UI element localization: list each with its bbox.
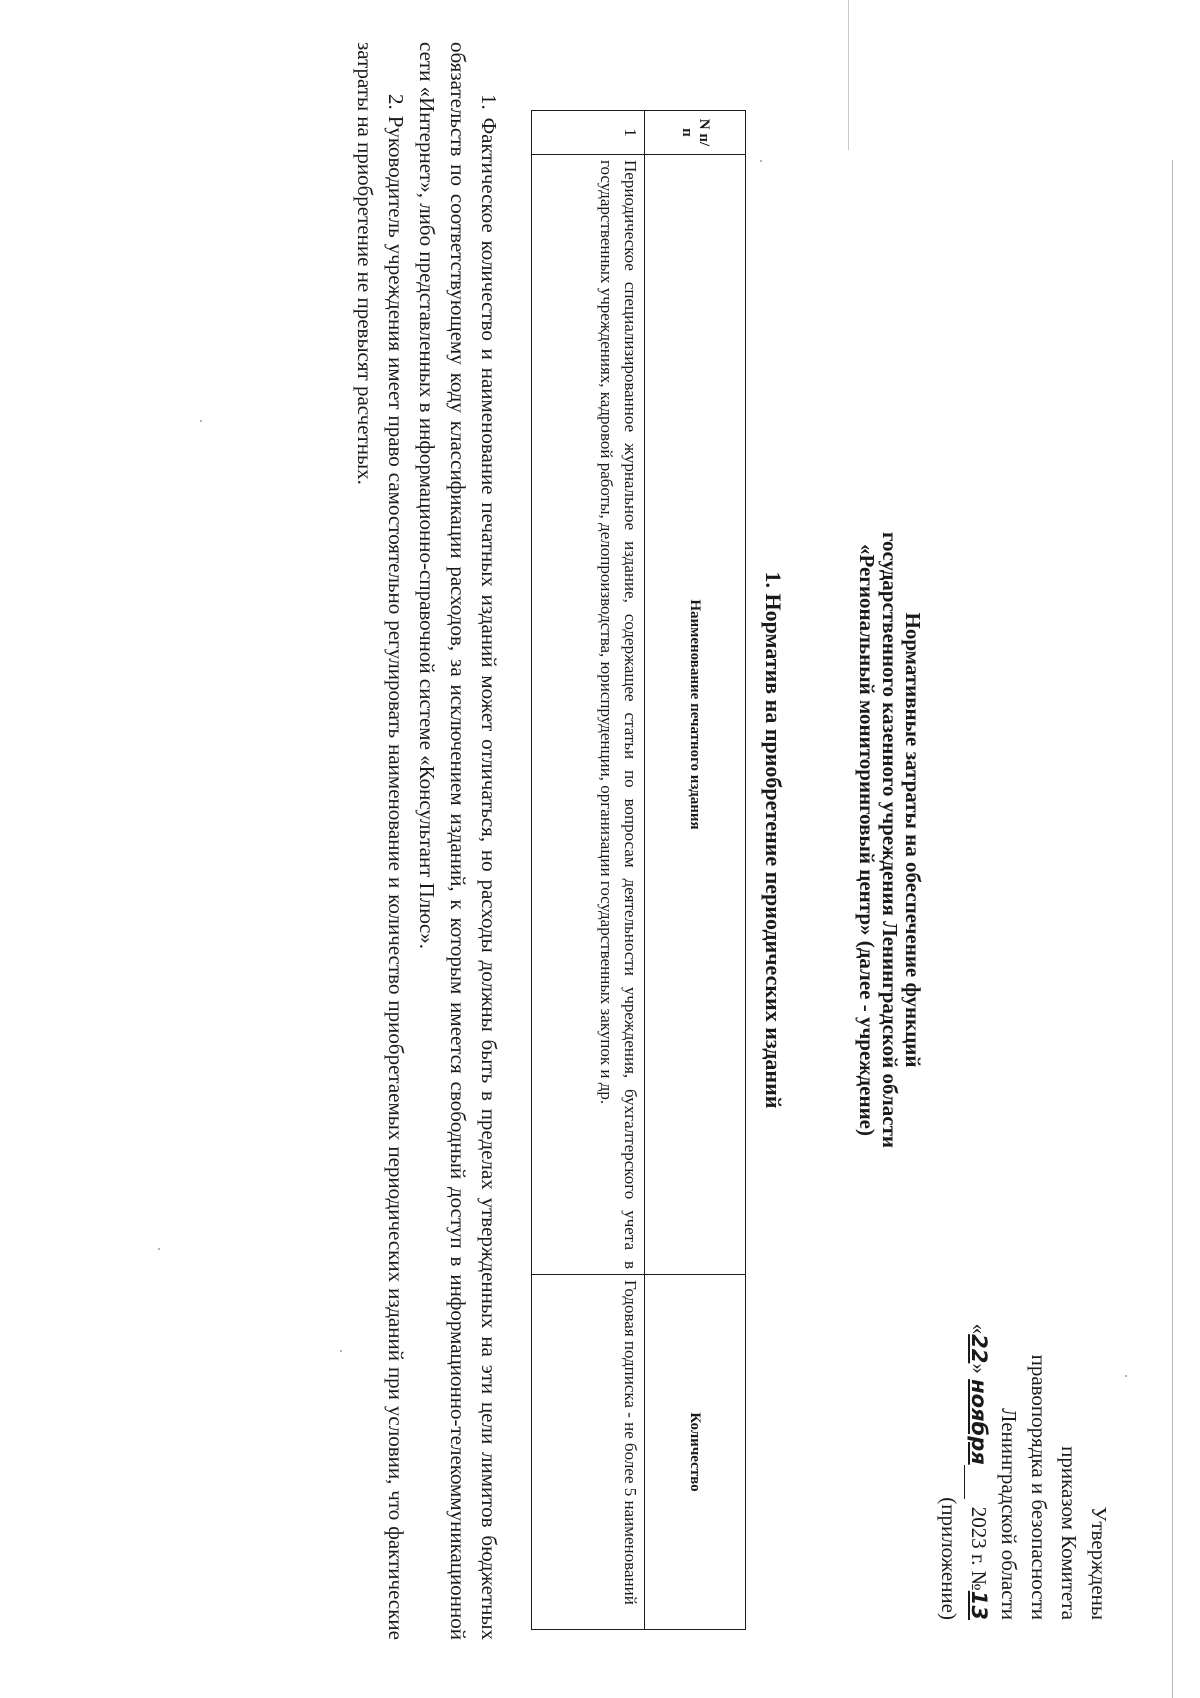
scan-speck (158, 1248, 160, 1250)
approval-block (934, 1180, 1114, 1620)
scan-edge-line-right (1172, 160, 1173, 1698)
table-row (532, 111, 645, 1630)
approval-order-by: приказом Комитета (1057, 1446, 1081, 1620)
note-item: 1. Фактическое количество и наименование печатных изданий может отличаться, но расходы должны быть в пределах утвержденных на эти цели лимитов бюджетных обязательств по соответствующему коду классификации расходов, за исключением изданий, к которым имеется свободный доступ в информационно-телекоммуникационной сети «Интернет», либо представленных в информационно-справочной системе «Консультант Плюс». (415, 42, 501, 1640)
approval-approved: Утверждены (1087, 1506, 1111, 1620)
section-title: 1. Норматив на приобретение периодических изданий (761, 571, 786, 1109)
heading-line-2: государственного казенного учреждения Ленинградской области (878, 531, 902, 1149)
approval-number-label: № (967, 1570, 991, 1591)
approval-region: Ленинградской области (997, 1408, 1021, 1620)
document-sheet (180, 30, 1120, 1650)
heading-line-1: Нормативные затраты на обеспечение функций (901, 612, 925, 1068)
approval-day: 22 (967, 1334, 991, 1364)
cell-qty: Годовая подписка - не более 5 наименований (532, 1275, 645, 1630)
approval-number: 13 (967, 1590, 991, 1620)
approval-committee: правопорядка и безопасности (1027, 1354, 1051, 1620)
approval-month: ноября (967, 1379, 991, 1465)
approval-appendix: (приложение) (937, 1497, 961, 1620)
note-item: 2. Руководитель учреждения имеет право самостоятельно регулировать наименование и количество приобретаемых периодических изданий при условии, что фактические затраты на приобретение не превысят расчетных. (353, 42, 408, 1640)
header-no: N п/п (645, 111, 746, 155)
approval-date-line: «22» ноября2023 г. №13 (964, 1180, 994, 1620)
norm-table (531, 110, 746, 1630)
heading-line-3: «Региональный мониторинговый центр» (далее - учреждение) (855, 543, 879, 1136)
header-qty: Количество (645, 1275, 746, 1630)
scan-speck (1125, 1375, 1127, 1377)
cell-no: 1 (532, 111, 645, 155)
table-header-row (645, 111, 746, 1630)
document-heading (855, 30, 924, 1650)
approval-blank (964, 1465, 987, 1499)
approval-year: 2023 г. (967, 1506, 991, 1566)
cell-name: Периодическое специализированное журнальное издание, содержащее статьи по вопросам деятельности учреждения, бухгалтерского учета в государственных учреждениях, кадровой работы, делопроизводства, юриспруденции, организации государственных закупок и др. (532, 155, 645, 1275)
notes (349, 42, 504, 1640)
header-name: Наименование печатного издания (645, 155, 746, 1275)
